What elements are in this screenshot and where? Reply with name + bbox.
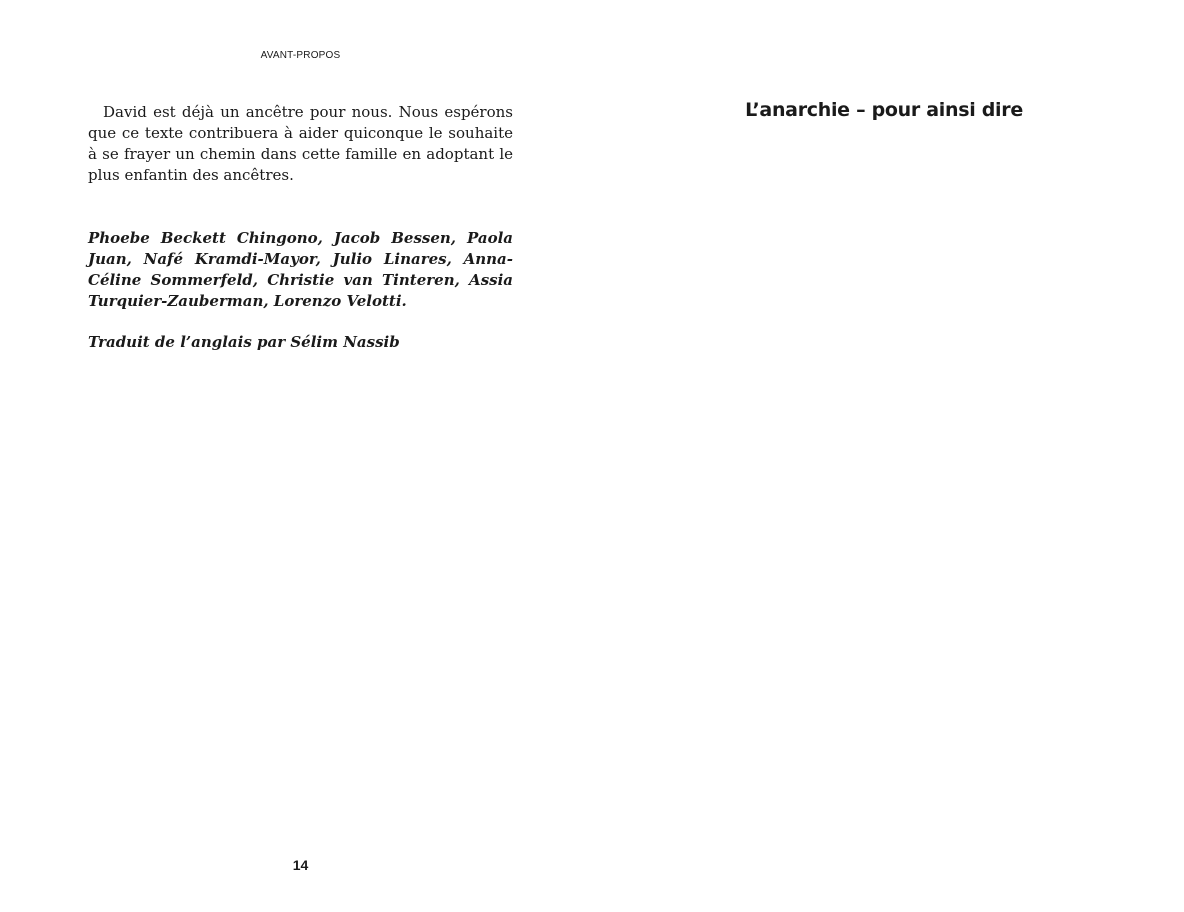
translation-credit: Traduit de l’anglais par Sélim Nassib [88,333,400,351]
right-page [592,0,1184,912]
authors-list: Phoebe Beckett Chingono, Jacob Bessen, Paola Juan, Nafé Kramdi-Mayor, Julio Linares, Anna-Céline Sommerfeld, Christie van Tinteren, Assia Turquier-Zauberman, Lorenzo Velotti. [88,229,513,310]
body-paragraph: David est déjà un ancêtre pour nous. Nous espérons que ce texte contribuera à aider quiconque le souhaite à se frayer un chemin dans cette famille en adoptant le plus enfantin des ancêtres. [88,103,513,184]
chapter-title: L’anarchie – pour ainsi dire [745,99,1023,121]
running-header: AVANT-PROPOS [260,50,341,61]
page-number: 14 [292,857,309,873]
